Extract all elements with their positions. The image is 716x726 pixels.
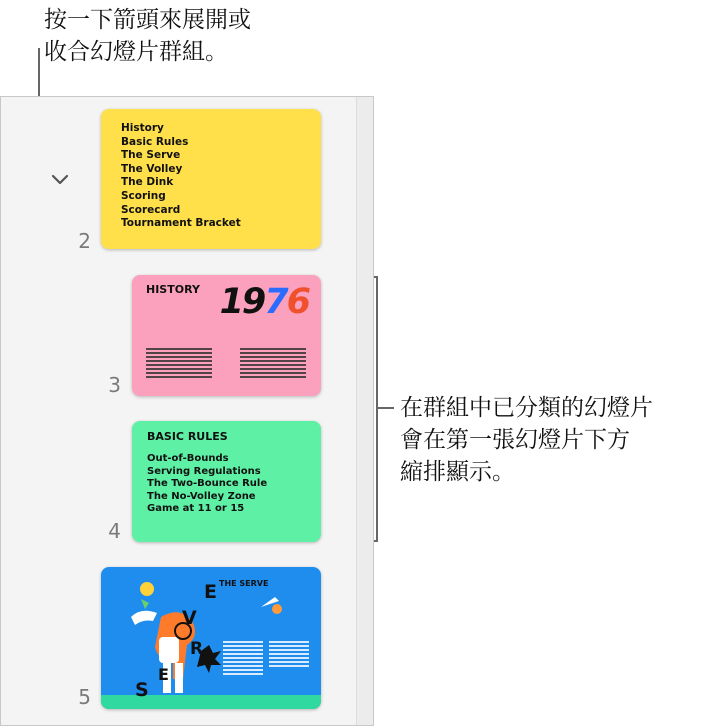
scrollbar[interactable]	[356, 97, 373, 725]
slide-toc	[121, 122, 301, 231]
slide-toc	[147, 453, 306, 516]
toc-item: The Two-Bounce Rule	[147, 478, 268, 489]
decorative-letter: E	[204, 581, 217, 603]
toc-item: Game at 11 or 15	[147, 503, 245, 514]
slide-title: BASIC RULES	[147, 430, 228, 443]
toc-item: Scoring	[121, 189, 166, 202]
body-text-block	[146, 348, 212, 380]
slide-year	[220, 282, 309, 322]
toc-item: Out-of-Bounds	[147, 453, 229, 464]
toc-item: Tournament Bracket	[121, 217, 241, 230]
year-part: 6	[286, 282, 309, 322]
slide-title: THE SERVE	[219, 579, 269, 588]
slide-thumbnail-4[interactable]	[132, 421, 321, 542]
decorative-letter: E	[158, 665, 169, 684]
decorative-letter: R	[190, 639, 204, 659]
callout-bracket	[376, 276, 378, 542]
slide-title: HISTORY	[146, 283, 200, 296]
year-part: 7	[264, 282, 287, 322]
toc-item: Serving Regulations	[147, 465, 261, 477]
toc-item: The Volley	[121, 162, 183, 175]
slide-thumbnail-2[interactable]	[101, 109, 321, 249]
slide-number: 4	[108, 519, 121, 543]
toc-item: The Serve	[121, 149, 181, 162]
decorative-letter: V	[182, 607, 197, 629]
callout-indented-slides: 在群組中已分類的幻燈片 會在第一張幻燈片下方 縮排顯示。	[400, 395, 653, 485]
toc-item: Basic Rules	[121, 135, 189, 148]
toc-item: History	[121, 122, 164, 134]
slide-number: 2	[78, 229, 91, 253]
body-text-block	[223, 641, 263, 677]
toc-item: The No-Volley Zone	[147, 490, 256, 502]
callout-line	[378, 407, 394, 409]
body-text-block	[269, 641, 309, 669]
body-text-block	[240, 348, 306, 380]
year-part: 19	[219, 282, 265, 322]
chevron-down-icon[interactable]	[50, 170, 70, 190]
toc-item: The Dink	[121, 176, 174, 189]
toc-item: Scorecard	[121, 203, 181, 216]
callout-expand-collapse: 按一下箭頭來展開或 收合幻燈片群組。	[44, 7, 251, 65]
slide-number: 3	[108, 373, 121, 397]
slide-thumbnail-5[interactable]	[101, 567, 321, 709]
decorative-letter: S	[135, 679, 149, 701]
slide-thumbnail-3[interactable]	[132, 275, 321, 396]
slide-number: 5	[78, 685, 91, 709]
